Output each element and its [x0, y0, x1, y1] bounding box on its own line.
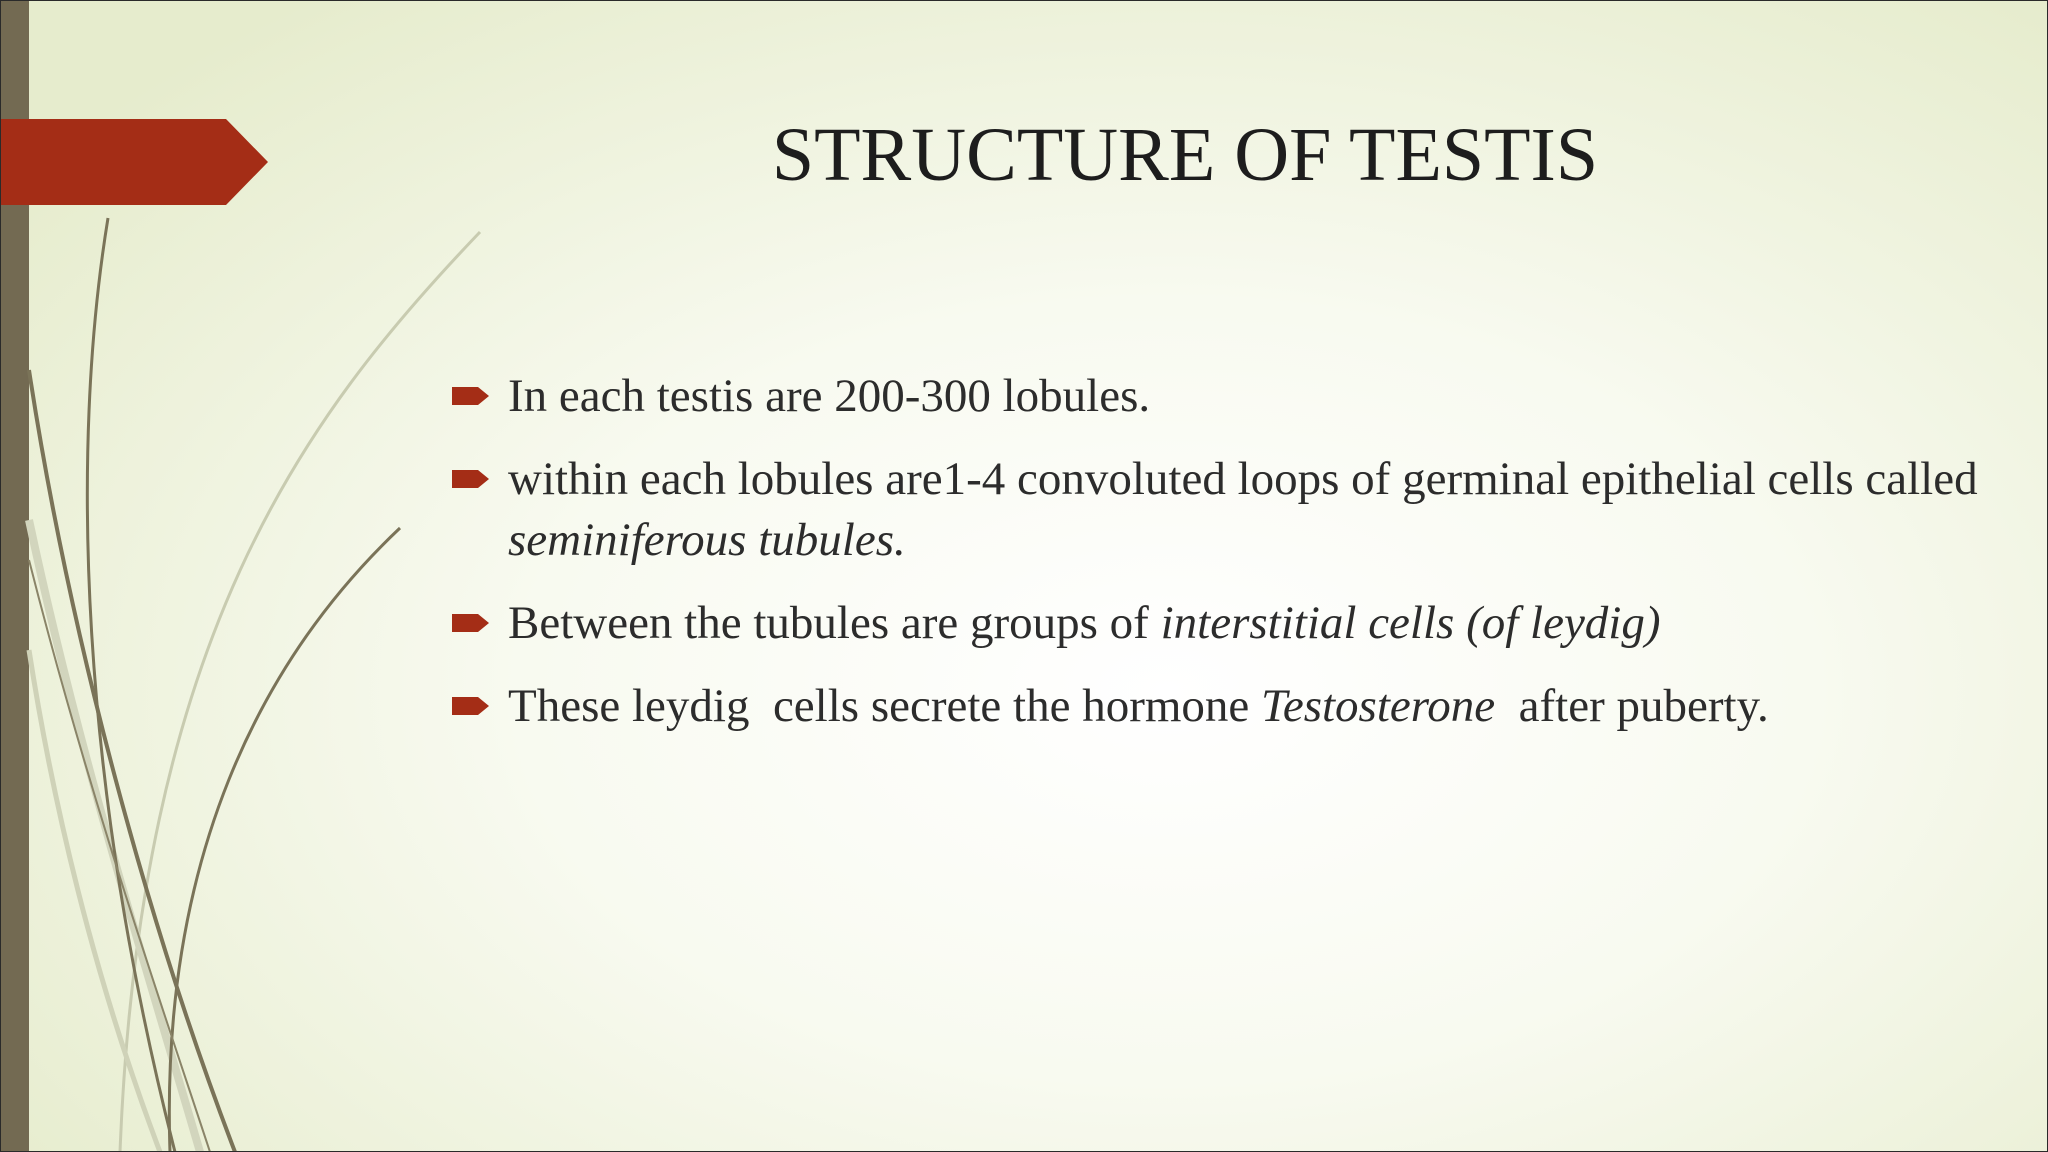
bullet-list: [452, 366, 2012, 759]
bullet-emphasis: seminiferous tubules.: [508, 514, 906, 566]
title-accent-arrow: [0, 119, 270, 205]
arrow-bullet-icon: [452, 466, 490, 492]
bullet-text: Between the tubules are groups of: [508, 597, 1161, 649]
bullet-emphasis: interstitial cells (of leydig): [1160, 597, 1661, 649]
bullet-emphasis: Testosterone: [1261, 680, 1496, 732]
bullet-item: [452, 366, 2012, 427]
arrow-bullet-icon: [452, 610, 490, 636]
slide-title: STRUCTURE OF TESTIS: [771, 113, 1599, 197]
bullet-item: [452, 449, 2012, 571]
bullet-item: [452, 676, 2012, 737]
bullet-text: within each lobules are1-4 convoluted loops of germinal epithelial cells called: [508, 453, 1978, 505]
bullet-item: [452, 593, 2012, 654]
bullet-text: These leydig cells secrete the hormone: [508, 680, 1262, 732]
bullet-text: In each testis are 200-300 lobules.: [508, 370, 1151, 422]
arrow-bullet-icon: [452, 693, 490, 719]
bullet-text-tail: after puberty.: [1495, 680, 1769, 732]
arrow-bullet-icon: [452, 383, 490, 409]
